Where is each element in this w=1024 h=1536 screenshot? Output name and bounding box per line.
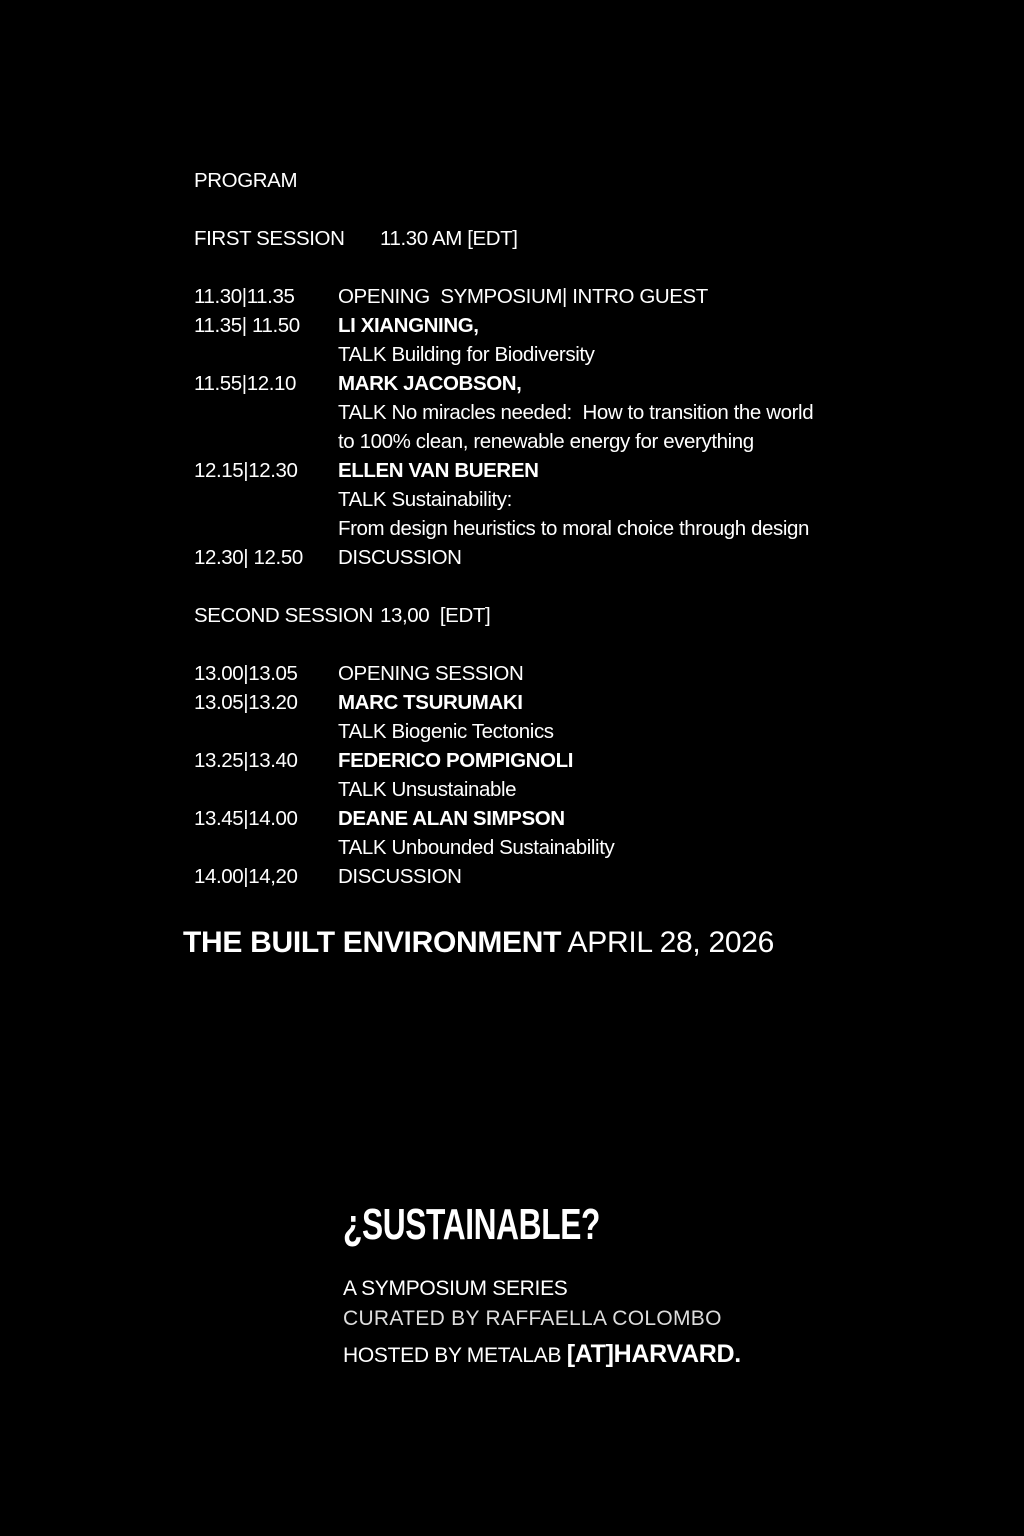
host-credit bbox=[343, 1340, 741, 1369]
slot-time: 13.25|13.40 bbox=[194, 749, 298, 772]
curator-credit: CURATED BY RAFFAELLA COLOMBO bbox=[343, 1307, 722, 1330]
talk-text: to 100% clean, renewable energy for everything bbox=[338, 430, 754, 453]
host-text: HOSTED BY METALAB bbox=[343, 1344, 562, 1367]
schedule-row bbox=[194, 340, 813, 369]
schedule-row bbox=[194, 282, 813, 311]
slot-time bbox=[194, 485, 338, 514]
host-brand: [AT]HARVARD. bbox=[566, 1340, 741, 1368]
talk-text: TALK Building for Biodiversity bbox=[338, 343, 595, 366]
schedule-row bbox=[194, 311, 813, 340]
speaker-name: LI XIANGNING, bbox=[338, 314, 479, 337]
series-logo: ¿SUSTAINABLE? bbox=[343, 1200, 600, 1249]
event-date: APRIL 28, 2026 bbox=[567, 926, 775, 959]
schedule-row bbox=[194, 543, 813, 572]
slot-time: 11.55|12.10 bbox=[194, 372, 297, 395]
speaker-name: ELLEN VAN BUEREN bbox=[338, 459, 539, 482]
talk-text: From design heuristics to moral choice through design bbox=[338, 517, 810, 540]
slot-time bbox=[194, 340, 338, 369]
schedule-row bbox=[194, 746, 813, 775]
slot-time bbox=[194, 514, 338, 543]
session-name: FIRST SESSION bbox=[194, 227, 345, 250]
program-heading: PROGRAM bbox=[194, 169, 298, 192]
schedule-row bbox=[194, 775, 813, 804]
schedule-row bbox=[194, 862, 813, 891]
event-name: THE BUILT ENVIRONMENT bbox=[183, 926, 562, 959]
speaker-name: DEANE ALAN SIMPSON bbox=[338, 807, 565, 830]
schedule-row bbox=[194, 485, 813, 514]
slot-time: 13.45|14.00 bbox=[194, 807, 298, 830]
talk-text: OPENING SESSION bbox=[338, 662, 524, 685]
slot-time: 11.30|11.35 bbox=[194, 285, 295, 308]
schedule-row bbox=[194, 369, 813, 398]
session-time: 13,00 [EDT] bbox=[380, 604, 491, 627]
series-subtitle: A SYMPOSIUM SERIES bbox=[343, 1277, 568, 1300]
session-time: 11.30 AM [EDT] bbox=[380, 227, 518, 250]
talk-text: TALK Unbounded Sustainability bbox=[338, 836, 615, 859]
slot-time: 13.00|13.05 bbox=[194, 662, 298, 685]
session-name: SECOND SESSION bbox=[194, 604, 373, 627]
speaker-name: FEDERICO POMPIGNOLI bbox=[338, 749, 573, 772]
schedule-row bbox=[194, 688, 813, 717]
event-title bbox=[183, 926, 774, 960]
slot-time bbox=[194, 833, 338, 862]
schedule-row bbox=[194, 804, 813, 833]
talk-text: DISCUSSION bbox=[338, 546, 462, 569]
slot-time bbox=[194, 717, 338, 746]
slot-time: 11.35| 11.50 bbox=[194, 314, 300, 337]
program bbox=[194, 166, 813, 891]
slot-time bbox=[194, 398, 338, 427]
talk-text: TALK No miracles needed: How to transition the world bbox=[338, 401, 814, 424]
schedule-row bbox=[194, 717, 813, 746]
schedule-row bbox=[194, 833, 813, 862]
session-header bbox=[194, 224, 813, 253]
slot-time: 12.30| 12.50 bbox=[194, 546, 303, 569]
slot-time: 14.00|14,20 bbox=[194, 865, 298, 888]
talk-text: TALK Unsustainable bbox=[338, 778, 517, 801]
schedule-row bbox=[194, 427, 813, 456]
talk-text: DISCUSSION bbox=[338, 865, 462, 888]
schedule-row bbox=[194, 398, 813, 427]
session-header bbox=[194, 601, 813, 630]
talk-text: TALK Biogenic Tectonics bbox=[338, 720, 554, 743]
schedule-row bbox=[194, 659, 813, 688]
talk-text: TALK Sustainability: bbox=[338, 488, 512, 511]
schedule-row bbox=[194, 456, 813, 485]
slot-time: 12.15|12.30 bbox=[194, 459, 298, 482]
speaker-name: MARK JACOBSON, bbox=[338, 372, 522, 395]
slot-time bbox=[194, 427, 338, 456]
speaker-name: MARC TSURUMAKI bbox=[338, 691, 523, 714]
talk-text: OPENING SYMPOSIUM| INTRO GUEST bbox=[338, 285, 708, 308]
schedule-row bbox=[194, 514, 813, 543]
slot-time: 13.05|13.20 bbox=[194, 691, 298, 714]
slot-time bbox=[194, 775, 338, 804]
